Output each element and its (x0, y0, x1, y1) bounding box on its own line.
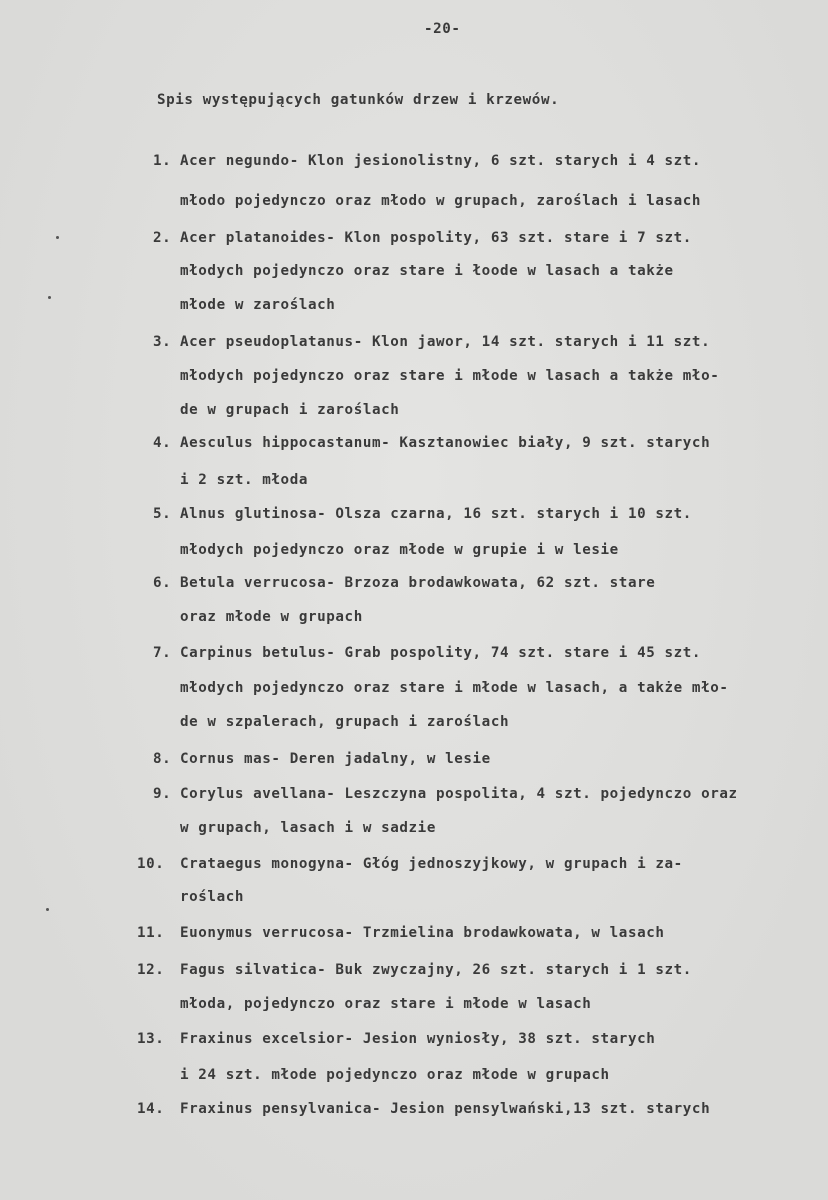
entry-number: 6. (153, 575, 172, 591)
entry-species-line: Acer negundo- Klon jesionolistny, 6 szt. starych i 4 szt. (180, 153, 702, 169)
entry-continuation-line: roślach (180, 889, 244, 905)
entry-continuation-line: oraz młode w grupach (180, 609, 363, 625)
entry-species-line: Fraxinus excelsior- Jesion wyniosły, 38 szt. starych (180, 1031, 656, 1047)
entry-number: 10. (137, 856, 165, 872)
entry-species-line: Aesculus hippocastanum- Kasztanowiec biały, 9 szt. starych (180, 435, 711, 451)
entry-number: 13. (137, 1031, 165, 1047)
entry-species-line: Acer platanoides- Klon pospolity, 63 szt. stare i 7 szt. (180, 230, 692, 246)
entry-continuation-line: młodych pojedynczo oraz stare i młode w lasach, a także mło- (180, 680, 729, 696)
entry-species-line: Acer pseudoplatanus- Klon jawor, 14 szt. starych i 11 szt. (180, 334, 711, 350)
entry-number: 8. (153, 751, 172, 767)
entry-number: 9. (153, 786, 172, 802)
entry-continuation-line: de w grupach i zaroślach (180, 402, 400, 418)
entry-number: 7. (153, 645, 172, 661)
entry-number: 4. (153, 435, 172, 451)
entry-species-line: Fagus silvatica- Buk zwyczajny, 26 szt. starych i 1 szt. (180, 962, 692, 978)
entry-number: 1. (153, 153, 172, 169)
entry-continuation-line: młodo pojedynczo oraz młodo w grupach, zaroślach i lasach (180, 193, 702, 209)
entry-species-line: Betula verrucosa- Brzoza brodawkowata, 62 szt. stare (180, 575, 656, 591)
page-number: -20- (424, 21, 461, 37)
margin-speck (48, 296, 51, 299)
margin-speck (56, 236, 59, 239)
entry-number: 2. (153, 230, 172, 246)
entry-number: 3. (153, 334, 172, 350)
entry-species-line: Fraxinus pensylvanica- Jesion pensylwański,13 szt. starych (180, 1101, 711, 1117)
entry-number: 12. (137, 962, 165, 978)
entry-continuation-line: w grupach, lasach i w sadzie (180, 820, 436, 836)
entry-species-line: Crataegus monogyna- Głóg jednoszyjkowy, w grupach i za- (180, 856, 683, 872)
entry-continuation-line: i 2 szt. młoda (180, 472, 308, 488)
entry-continuation-line: młodych pojedynczo oraz stare i młode w lasach a także mło- (180, 368, 720, 384)
entry-continuation-line: de w szpalerach, grupach i zaroślach (180, 714, 510, 730)
entry-continuation-line: młodych pojedynczo oraz młode w grupie i w lesie (180, 542, 619, 558)
margin-speck (46, 908, 49, 911)
entry-continuation-line: młoda, pojedynczo oraz stare i młode w lasach (180, 996, 592, 1012)
entry-species-line: Alnus glutinosa- Olsza czarna, 16 szt. starych i 10 szt. (180, 506, 692, 522)
entry-continuation-line: młode w zaroślach (180, 297, 336, 313)
entry-continuation-line: młodych pojedynczo oraz stare i łoode w lasach a także (180, 263, 674, 279)
entry-species-line: Cornus mas- Deren jadalny, w lesie (180, 751, 491, 767)
entry-number: 11. (137, 925, 165, 941)
entry-number: 14. (137, 1101, 165, 1117)
entry-number: 5. (153, 506, 172, 522)
entry-species-line: Corylus avellana- Leszczyna pospolita, 4 szt. pojedynczo oraz (180, 786, 738, 802)
list-title: Spis występujących gatunków drzew i krzewów. (157, 92, 560, 108)
entry-species-line: Carpinus betulus- Grab pospolity, 74 szt. stare i 45 szt. (180, 645, 702, 661)
entry-species-line: Euonymus verrucosa- Trzmielina brodawkowata, w lasach (180, 925, 665, 941)
entry-continuation-line: i 24 szt. młode pojedynczo oraz młode w grupach (180, 1067, 610, 1083)
